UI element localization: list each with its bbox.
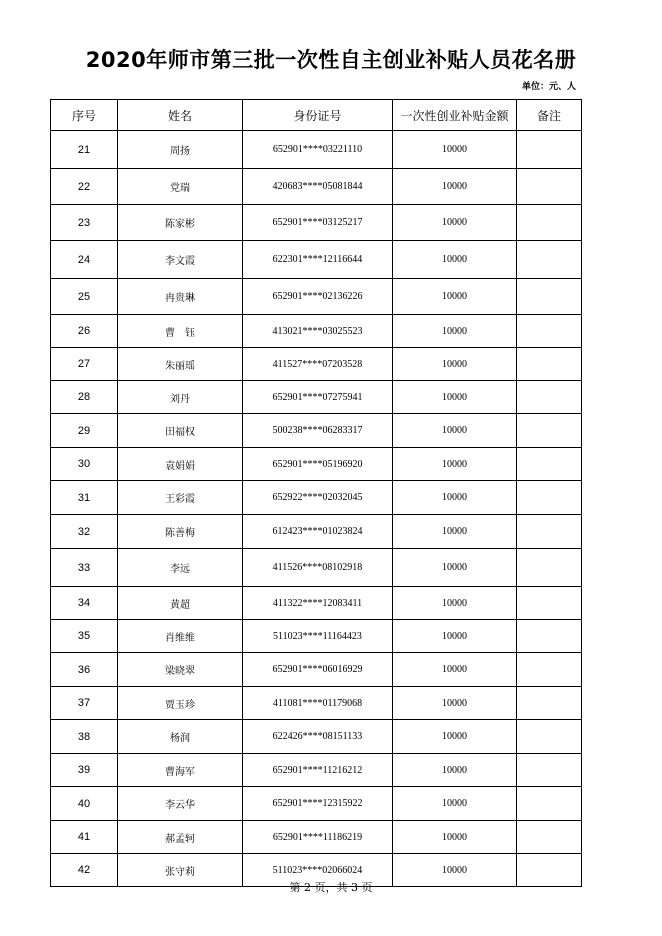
page-footer: 第 2 页，共 3 页 [289, 881, 373, 894]
row-number-cell: 33 [51, 549, 118, 587]
name-cell: 郝孟轲 [118, 821, 243, 854]
table-row [51, 241, 582, 279]
header-name: 姓名 [118, 100, 243, 131]
row-number-cell: 36 [51, 653, 118, 687]
remarks-cell [517, 169, 582, 205]
name-cell: 贾玉珍 [118, 687, 243, 720]
id-number-cell: 612423****01023824 [243, 515, 393, 549]
id-number-cell: 411526****08102918 [243, 549, 393, 587]
header-remarks: 备注 [517, 100, 582, 131]
row-number-cell: 42 [51, 854, 118, 887]
table-row [51, 169, 582, 205]
name-cell: 周扬 [118, 131, 243, 169]
table-row [51, 205, 582, 241]
table-row [51, 481, 582, 515]
remarks-cell [517, 587, 582, 620]
subsidy-amount-cell: 10000 [393, 653, 517, 687]
row-number-cell: 30 [51, 448, 118, 481]
id-number-cell: 411081****01179068 [243, 687, 393, 720]
row-number-cell: 28 [51, 381, 118, 414]
name-cell: 田福权 [118, 414, 243, 448]
subsidy-amount-cell: 10000 [393, 754, 517, 787]
row-number-cell: 38 [51, 720, 118, 754]
name-cell: 李远 [118, 549, 243, 587]
id-number-cell: 420683****05081844 [243, 169, 393, 205]
name-cell: 黄超 [118, 587, 243, 620]
id-number-cell: 652922****02032045 [243, 481, 393, 515]
table-row [51, 131, 582, 169]
remarks-cell [517, 620, 582, 653]
name-cell: 袁娟娟 [118, 448, 243, 481]
row-number-cell: 26 [51, 315, 118, 348]
id-number-cell: 652901****12315922 [243, 787, 393, 821]
id-number-cell: 411322****12083411 [243, 587, 393, 620]
row-number-cell: 41 [51, 821, 118, 854]
subsidy-amount-cell: 10000 [393, 687, 517, 720]
header-row [51, 100, 582, 131]
name-cell: 党瑞 [118, 169, 243, 205]
subsidy-amount-cell: 10000 [393, 315, 517, 348]
row-number-cell: 40 [51, 787, 118, 821]
row-number-cell: 23 [51, 205, 118, 241]
name-cell: 刘丹 [118, 381, 243, 414]
remarks-cell [517, 448, 582, 481]
table-row [51, 754, 582, 787]
roster-table [50, 99, 582, 887]
name-cell: 曹 钰 [118, 315, 243, 348]
subsidy-amount-cell: 10000 [393, 448, 517, 481]
id-number-cell: 652901****03221110 [243, 131, 393, 169]
subsidy-amount-cell: 10000 [393, 205, 517, 241]
table-row [51, 315, 582, 348]
header-no: 序号 [51, 100, 118, 131]
name-cell: 曹海军 [118, 754, 243, 787]
remarks-cell [517, 515, 582, 549]
row-number-cell: 21 [51, 131, 118, 169]
row-number-cell: 25 [51, 279, 118, 315]
table-row [51, 414, 582, 448]
id-number-cell: 500238****06283317 [243, 414, 393, 448]
remarks-cell [517, 279, 582, 315]
row-number-cell: 22 [51, 169, 118, 205]
subsidy-amount-cell: 10000 [393, 481, 517, 515]
remarks-cell [517, 205, 582, 241]
id-number-cell: 652901****07275941 [243, 381, 393, 414]
table-row [51, 687, 582, 720]
id-number-cell: 652901****11186219 [243, 821, 393, 854]
id-number-cell: 652901****05196920 [243, 448, 393, 481]
unit-label: 单位：元、人 [521, 82, 576, 92]
remarks-cell [517, 381, 582, 414]
id-number-cell: 511023****11164423 [243, 620, 393, 653]
table-row [51, 348, 582, 381]
table-row [51, 620, 582, 653]
row-number-cell: 31 [51, 481, 118, 515]
row-number-cell: 35 [51, 620, 118, 653]
remarks-cell [517, 241, 582, 279]
id-number-cell: 413021****03025523 [243, 315, 393, 348]
table-row [51, 787, 582, 821]
remarks-cell [517, 787, 582, 821]
row-number-cell: 29 [51, 414, 118, 448]
subsidy-amount-cell: 10000 [393, 787, 517, 821]
id-number-cell: 622426****08151133 [243, 720, 393, 754]
id-number-cell: 652901****02136226 [243, 279, 393, 315]
header-id-number: 身份证号 [243, 100, 393, 131]
id-number-cell: 652901****11216212 [243, 754, 393, 787]
remarks-cell [517, 720, 582, 754]
name-cell: 朱丽瑶 [118, 348, 243, 381]
name-cell: 肖维维 [118, 620, 243, 653]
row-number-cell: 34 [51, 587, 118, 620]
id-number-cell: 622301****12116644 [243, 241, 393, 279]
table-row [51, 821, 582, 854]
remarks-cell [517, 653, 582, 687]
row-number-cell: 39 [51, 754, 118, 787]
subsidy-amount-cell: 10000 [393, 821, 517, 854]
table-row [51, 720, 582, 754]
name-cell: 杨润 [118, 720, 243, 754]
subsidy-amount-cell: 10000 [393, 854, 517, 887]
name-cell: 冉贵琳 [118, 279, 243, 315]
subsidy-amount-cell: 10000 [393, 169, 517, 205]
subsidy-amount-cell: 10000 [393, 348, 517, 381]
remarks-cell [517, 549, 582, 587]
subsidy-amount-cell: 10000 [393, 131, 517, 169]
table-row [51, 653, 582, 687]
remarks-cell [517, 754, 582, 787]
table-body [51, 131, 582, 887]
remarks-cell [517, 348, 582, 381]
name-cell: 陈家彬 [118, 205, 243, 241]
subsidy-amount-cell: 10000 [393, 381, 517, 414]
subsidy-amount-cell: 10000 [393, 549, 517, 587]
row-number-cell: 32 [51, 515, 118, 549]
name-cell: 李文霞 [118, 241, 243, 279]
subsidy-amount-cell: 10000 [393, 620, 517, 653]
id-number-cell: 652901****03125217 [243, 205, 393, 241]
row-number-cell: 27 [51, 348, 118, 381]
subsidy-amount-cell: 10000 [393, 279, 517, 315]
subsidy-amount-cell: 10000 [393, 414, 517, 448]
subsidy-amount-cell: 10000 [393, 241, 517, 279]
header-subsidy-amount: 一次性创业补贴金额 [393, 100, 517, 131]
table-row [51, 381, 582, 414]
remarks-cell [517, 315, 582, 348]
name-cell: 王彩霞 [118, 481, 243, 515]
remarks-cell [517, 481, 582, 515]
id-number-cell: 411527****07203528 [243, 348, 393, 381]
remarks-cell [517, 414, 582, 448]
remarks-cell [517, 821, 582, 854]
subsidy-amount-cell: 10000 [393, 587, 517, 620]
row-number-cell: 37 [51, 687, 118, 720]
name-cell: 李云华 [118, 787, 243, 821]
name-cell: 张守莉 [118, 854, 243, 887]
row-number-cell: 24 [51, 241, 118, 279]
table-row [51, 549, 582, 587]
table-row [51, 515, 582, 549]
table-row [51, 587, 582, 620]
document-title: 2020年师市第三批一次性自主创业补贴人员花名册 [85, 48, 577, 72]
name-cell: 陈善梅 [118, 515, 243, 549]
id-number-cell: 511023****02066024 [243, 854, 393, 887]
subsidy-amount-cell: 10000 [393, 515, 517, 549]
id-number-cell: 652901****06016929 [243, 653, 393, 687]
name-cell: 梁晓翠 [118, 653, 243, 687]
table-row [51, 279, 582, 315]
subsidy-amount-cell: 10000 [393, 720, 517, 754]
remarks-cell [517, 131, 582, 169]
table-row [51, 448, 582, 481]
remarks-cell [517, 687, 582, 720]
